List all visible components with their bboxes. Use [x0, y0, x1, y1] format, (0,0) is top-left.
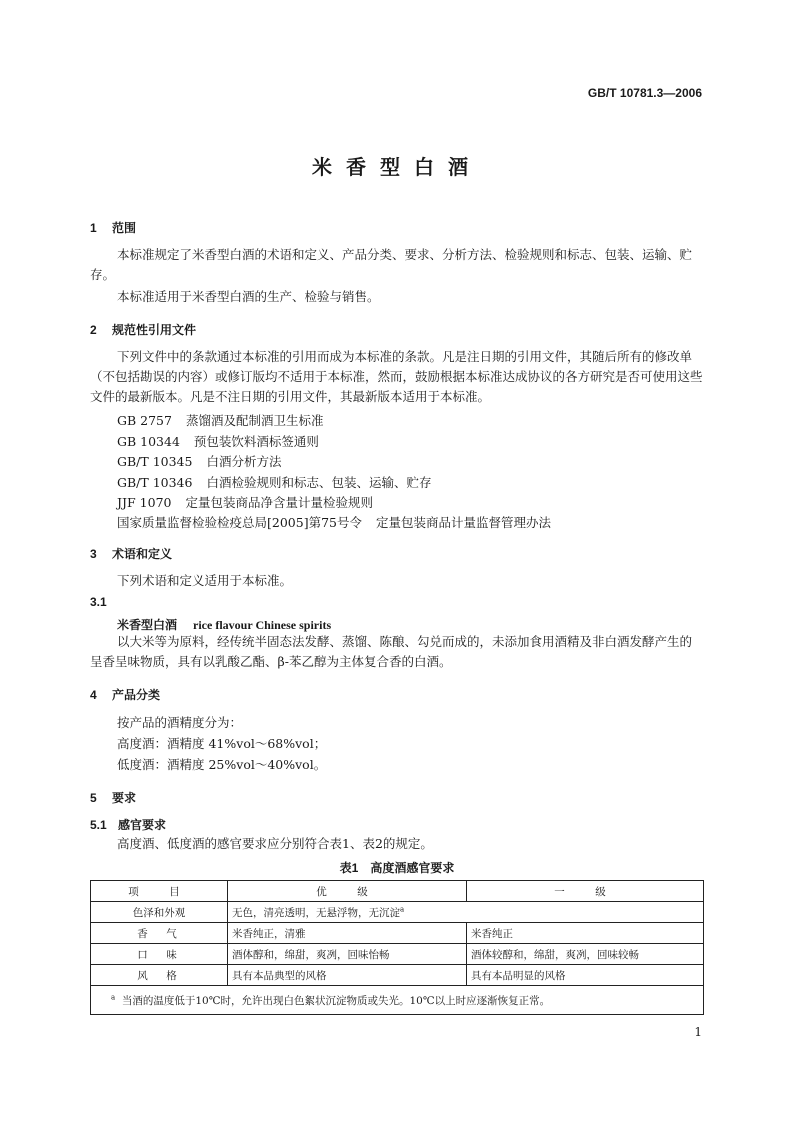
- section-number: 1: [90, 221, 97, 235]
- section-title: 范围: [112, 221, 137, 235]
- section-title: 规范性引用文件: [112, 323, 197, 337]
- reference-title: 定量包装商品计量监督管理办法: [375, 515, 551, 530]
- header-first: 一 级: [467, 881, 704, 902]
- table-header-row: [91, 881, 704, 902]
- section-number: 5.1: [90, 818, 107, 832]
- header-superior: 优 级: [228, 881, 467, 902]
- row-first: 米香纯正: [467, 923, 704, 944]
- row-item: 口 味: [91, 944, 228, 965]
- reference-item: [117, 493, 373, 511]
- row-superior: 无色，清亮透明，无悬浮物，无沉淀$^a$: [228, 902, 704, 923]
- section-number: 5: [90, 791, 97, 805]
- reference-title: 定量包装商品净含量计量检验规则: [185, 495, 373, 510]
- row-item: 香 气: [91, 923, 228, 944]
- table-row: [91, 965, 704, 986]
- table-footnote-row: [91, 986, 704, 1015]
- footnote-mark: a: [111, 993, 116, 1001]
- subsection-5-1-heading: [90, 816, 166, 833]
- term-entry: [117, 614, 331, 633]
- reference-title: 蒸馏酒及配制酒卫生标准: [185, 413, 324, 428]
- table-row: [91, 923, 704, 944]
- table-row: [91, 944, 704, 965]
- reference-title: 预包装饮料酒标签通则: [193, 434, 319, 449]
- reference-code: GB 10344: [117, 434, 180, 449]
- section-1-heading: [90, 219, 136, 236]
- table-1: [90, 880, 704, 1015]
- row-superior: 米香纯正，清雅: [228, 923, 467, 944]
- section-number: 4: [90, 688, 97, 702]
- section-title: 产品分类: [112, 688, 161, 702]
- reference-item: [117, 411, 323, 429]
- classification-high: 高度酒：酒精度 41%vol～68%vol；: [117, 736, 327, 751]
- footnote-marker: a: [400, 905, 405, 913]
- reference-item: [117, 452, 281, 470]
- subsection-3-1-number: 3.1: [90, 595, 107, 609]
- scope-paragraph-2: 本标准适用于米香型白酒的生产、检验与销售。: [117, 289, 380, 304]
- row-superior: 酒体醇和，绵甜，爽冽，回味怡畅: [228, 944, 467, 965]
- term-english: rice flavour Chinese spirits: [193, 618, 332, 632]
- term-definition: 以大米等为原料，经传统半固态法发酵、蒸馏、陈酿、勾兑而成的，未添加食用酒精及非白酒发酵产生的呈香呈味物质，具有以乳酸乙酯、β-苯乙醇为主体复合香的白酒。: [90, 634, 693, 669]
- row-first: 具有本品明显的风格: [467, 965, 704, 986]
- section-2-heading: [90, 321, 196, 338]
- reference-code: 国家质量监督检验检疫总局[2005]第75号令: [117, 515, 362, 530]
- row-superior: 具有本品典型的风格: [228, 965, 467, 986]
- section-title: 术语和定义: [112, 547, 173, 561]
- reference-item: [117, 513, 551, 531]
- table-footnote: $^a$ 当酒的温度低于10℃时，允许出现白色絮状沉淀物质或失光。10℃以上时应逐渐恢复正常。: [91, 986, 704, 1015]
- reference-code: GB/T 10345: [117, 454, 193, 469]
- terms-intro: 下列术语和定义适用于本标准。: [117, 573, 293, 588]
- section-4-heading: [90, 686, 160, 703]
- reference-code: GB 2757: [117, 413, 172, 428]
- section-number: 3: [90, 547, 97, 561]
- section-3-heading: [90, 545, 172, 562]
- section-number: 2: [90, 323, 97, 337]
- classification-intro: 按产品的酒精度分为：: [117, 715, 243, 730]
- section-5-heading: [90, 789, 136, 806]
- reference-code: JJF 1070: [117, 495, 172, 510]
- row-item: 风 格: [91, 965, 228, 986]
- section-title: 要求: [112, 791, 137, 805]
- references-intro: 下列文件中的条款通过本标准的引用而成为本标准的条款。凡是注日期的引用文件，其随后所有的修改单（不包括勘误的内容）或修订版均不适用于本标准，然而，鼓励根据本标准达成协议的各方研究是否可使用这些文件的最新版本。凡是不注日期的引用文件，其最新版本适用于本标准。: [90, 349, 703, 404]
- reference-title: 白酒检验规则和标志、包装、运输、贮存: [206, 475, 432, 490]
- row-first: 酒体较醇和，绵甜，爽冽，回味较畅: [467, 944, 704, 965]
- row-item: 色泽和外观: [91, 902, 228, 923]
- reference-title: 白酒分析方法: [206, 454, 282, 469]
- standard-code: GB/T 10781.3—2006: [587, 86, 702, 100]
- classification-low: 低度酒：酒精度 25%vol～40%vol。: [117, 757, 327, 772]
- table-row: [91, 902, 704, 923]
- header-item: 项 目: [91, 881, 228, 902]
- page-number: 1: [694, 1025, 702, 1039]
- reference-item: [117, 432, 319, 450]
- reference-item: [117, 473, 431, 491]
- scope-paragraph-1: 本标准规定了米香型白酒的术语和定义、产品分类、要求、分析方法、检验规则和标志、包装、运输、贮存。: [90, 247, 693, 282]
- reference-code: GB/T 10346: [117, 475, 193, 490]
- table-1-caption: 表1 高度酒感官要求: [339, 861, 455, 875]
- document-title: 米香型白酒: [312, 157, 482, 179]
- sensory-intro: 高度酒、低度酒的感官要求应分别符合表1、表2的规定。: [117, 836, 433, 851]
- term-chinese: 米香型白酒: [117, 618, 178, 632]
- section-title: 感官要求: [118, 818, 167, 832]
